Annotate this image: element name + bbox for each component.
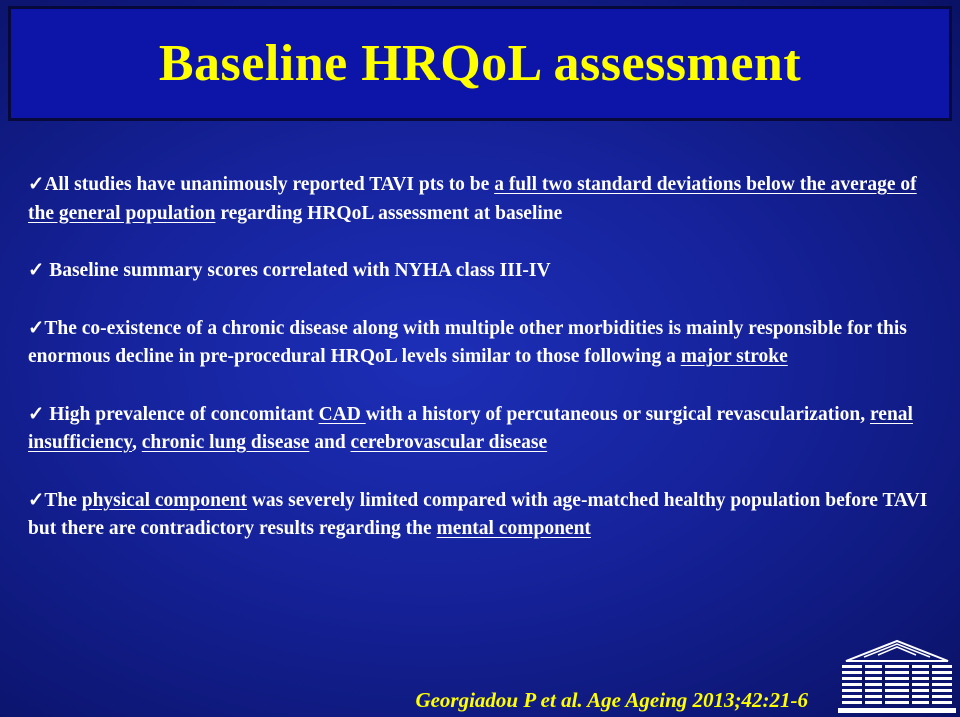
citation: Georgiadou P et al. Age Ageing 2013;42:21-6 — [415, 688, 808, 712]
bullet-text-underlined: major stroke — [680, 346, 788, 367]
bullet-text-underlined: a full two standard deviations below the average of the general population — [28, 174, 917, 224]
bullet-text-underlined: CAD — [318, 403, 366, 425]
bullet-text-underlined: mental component — [436, 518, 591, 539]
bullet-item — [28, 171, 928, 228]
bullet-text: with a history of percutaneous or surgical revascularization, — [365, 403, 870, 425]
bullet-item — [28, 401, 928, 458]
slide-title: Baseline HRQoL assessment — [158, 35, 802, 92]
building-logo-icon — [834, 637, 960, 715]
bullet-text: , — [132, 432, 142, 453]
bullet-text: ✓ Baseline summary scores correlated with NYHA class III-IV — [28, 260, 551, 281]
bullet-text-underlined: cerebrovascular disease — [350, 432, 548, 453]
bullet-text: ✓The co-existence of a chronic disease along with multiple other morbidities is mainly responsible for this enormous decline in pre-procedural HRQoL levels similar to those following a — [28, 317, 907, 367]
title-box — [8, 6, 952, 121]
bullet-text: was severely limited compared with age-matched healthy population before TAVI but there are contradictory results regarding the — [28, 489, 928, 539]
bullet-item — [28, 315, 928, 372]
bullet-text: ✓ High prevalence of concomitant — [28, 403, 319, 425]
bullet-item — [28, 487, 928, 544]
bullet-text: ✓The — [28, 489, 82, 511]
bullet-list — [28, 171, 928, 544]
bullet-text: regarding HRQoL assessment at baseline — [215, 202, 563, 224]
bullet-text: and — [309, 432, 351, 453]
bullet-text-underlined: chronic lung disease — [141, 432, 310, 453]
bullet-text-underlined: renal insufficiency — [28, 403, 913, 453]
bullet-text: ✓All studies have unanimously reported TAVI pts to be — [28, 174, 495, 195]
bullet-text-underlined: physical component — [81, 489, 247, 511]
bullet-item — [28, 257, 928, 286]
